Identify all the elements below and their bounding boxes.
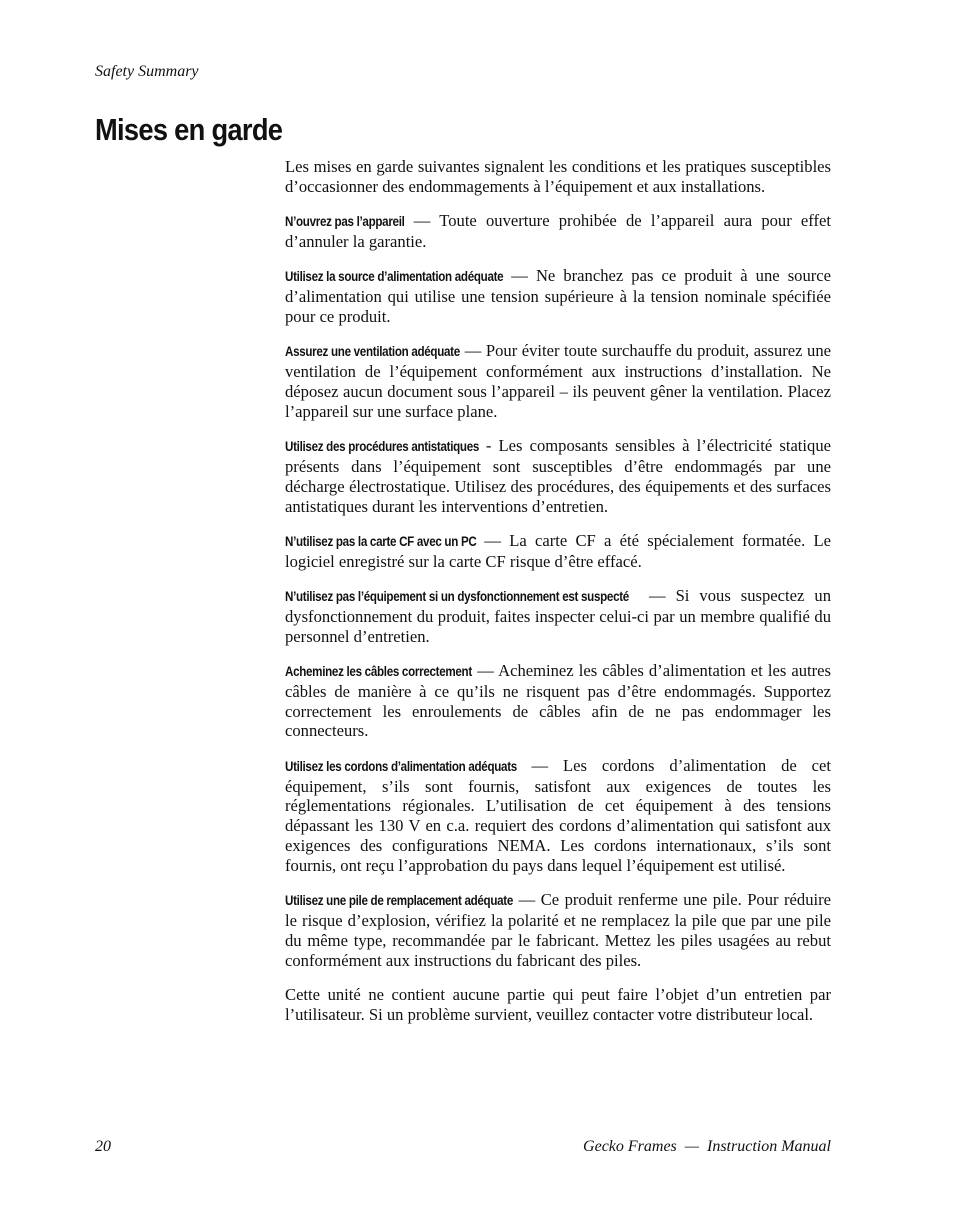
caution-term: Utilisez des procédures antistatiques (285, 439, 480, 455)
caution-text: Acheminez les câbles d’alimentation et les autres câbles de manière à ce qu’ils ne risquent pas d’être endommagés. Supportez correctement les enroulements de câbles afin de ne pas endommager les connecteurs. (285, 661, 831, 741)
caution-separator: — (460, 341, 486, 361)
caution-term: N’utilisez pas la carte CF avec un PC (285, 533, 477, 549)
closing-paragraph: Cette unité ne contient aucune partie qui peut faire l’objet d’un entretien par l’utilisateur. Si un problème survient, veuillez contacter votre distributeur local. (285, 985, 831, 1024)
caution-separator: — (516, 755, 564, 775)
caution-item (285, 341, 831, 421)
caution-text: Ce produit renferme une pile. Pour réduire le risque d’explosion, vérifiez la polarité et ne remplacez la pile que par une pile du même type, recommandée par le fabricant. Mettez les piles usagées au rebut conformément aux instructions du fabricant des piles. (285, 890, 831, 970)
running-header: Safety Summary (95, 63, 199, 80)
caution-term: N’ouvrez pas l’appareil (285, 214, 405, 230)
caution-text: La carte CF a été spécialement formatée. Le logiciel enregistré sur la carte CF risque d’être effacé. (285, 530, 831, 571)
caution-item (285, 211, 831, 252)
caution-item (285, 531, 831, 572)
caution-item (285, 661, 831, 741)
caution-separator: — (472, 661, 499, 681)
page-number: 20 (95, 1138, 111, 1155)
caution-separator: — (404, 211, 440, 231)
caution-separator: — (513, 890, 541, 910)
caution-separator: - (478, 436, 499, 456)
caution-text: Pour éviter toute surchauffe du produit, assurez une ventilation de l’équipement conformément aux instructions d’installation. Ne déposez aucun document sous l’appareil – ils peuvent gêner la ventilation. Placez l’appareil sur une surface plane. (285, 341, 832, 421)
caution-text: Les composants sensibles à l’électricité statique présents dans l’équipement sont susceptibles d’être endommagés par une décharge électrostatique. Utilisez des procédures, des équipements et des surfaces antistatiques durant les interventions d’entretien. (285, 436, 831, 516)
caution-term: Utilisez les cordons d’alimentation adéquats (285, 758, 517, 774)
caution-item (285, 756, 831, 876)
caution-list (285, 157, 831, 1025)
caution-text: Les cordons d’alimentation de cet équipement, s’ils sont fournis, satisfont aux exigences de toutes les réglementations régionales. L’utilisation de cet équipement à des tensions dépassant les 130 V en c.a. requiert des cordons d’alimentation qui satisfont aux exigences des configurations NEMA. Les cordons internationaux, s’ils sont fournis, ont reçu l’approbation du pays dans lequel l’équipement est utilisé. (285, 755, 832, 875)
section-title: Mises en garde (95, 112, 283, 147)
caution-text: Toute ouverture prohibée de l’appareil aura pour effet d’annuler la garantie. (285, 211, 832, 251)
caution-item (285, 890, 831, 970)
manual-title: Gecko Frames — Instruction Manual (583, 1138, 831, 1155)
caution-item (285, 586, 831, 646)
caution-term: Acheminez les câbles correctement (285, 664, 472, 680)
caution-separator: — (628, 586, 676, 606)
caution-separator: — (503, 266, 536, 286)
caution-text: Ne branchez pas ce produit à une source d’alimentation qui utilise une tension supérieure à la tension nominale spécifiée pour ce produit. (285, 266, 831, 326)
caution-term: Assurez une ventilation adéquate (285, 344, 460, 360)
caution-item (285, 436, 831, 516)
caution-separator: — (476, 530, 510, 550)
caution-term: N’utilisez pas l’équipement si un dysfonctionnement est suspecté (285, 589, 629, 605)
caution-item (285, 266, 831, 326)
intro-paragraph: Les mises en garde suivantes signalent les conditions et les pratiques susceptibles d’occasionner des endommagements à l’équipement et aux installations. (285, 157, 831, 196)
caution-term: Utilisez la source d’alimentation adéquate (285, 269, 504, 285)
caution-text: Si vous suspectez un dysfonctionnement du produit, faites inspecter celui-ci par un membre qualifié du personnel d’entretien. (285, 586, 831, 646)
caution-term: Utilisez une pile de remplacement adéquate (285, 893, 514, 909)
